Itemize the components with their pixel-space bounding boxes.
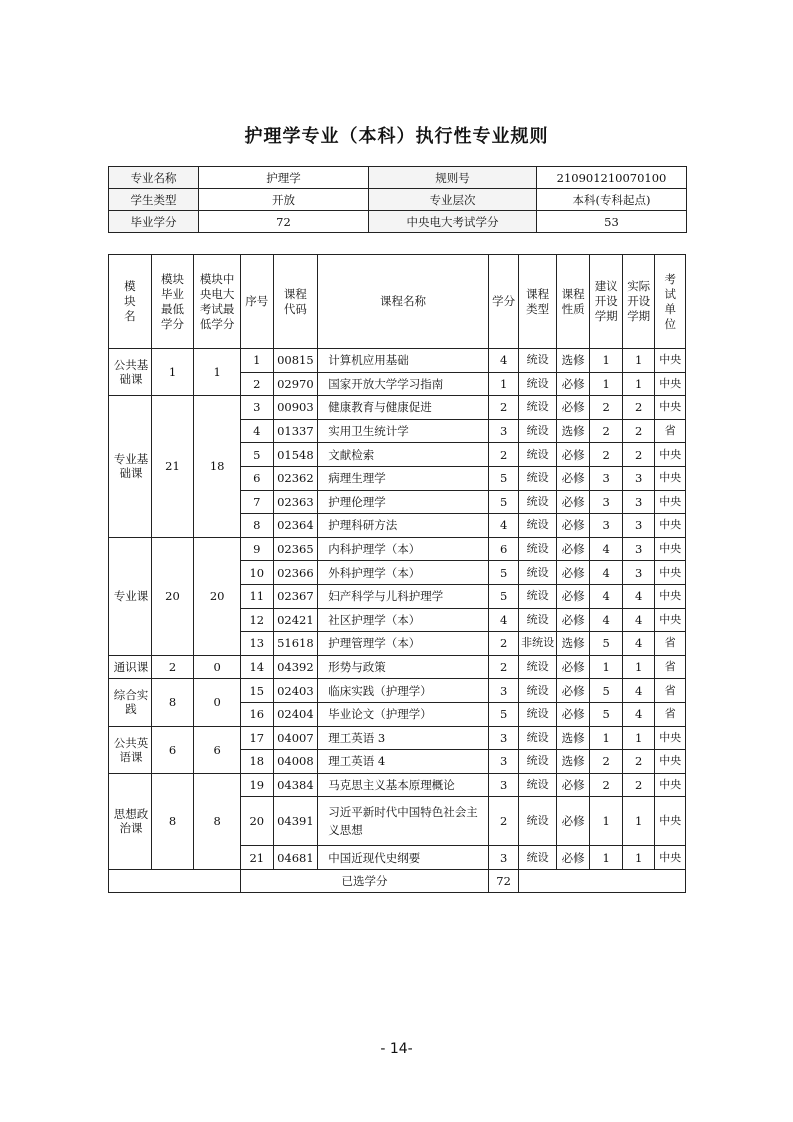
- total-row: [109, 869, 686, 893]
- course-credit: 5: [488, 490, 518, 514]
- course-actual-term: 2: [622, 773, 655, 797]
- course-exam-unit: 中央: [655, 396, 686, 420]
- course-type: 统设: [519, 846, 557, 870]
- header-nature: [556, 255, 590, 349]
- info-value: 210901210070100: [537, 167, 687, 189]
- course-name: 外科护理学（本）: [318, 561, 489, 585]
- course-type: 统设: [519, 349, 557, 373]
- course-name: 社区护理学（本）: [318, 608, 489, 632]
- header-code-text: 课程代码: [283, 286, 307, 316]
- course-seq: 7: [241, 490, 274, 514]
- course-seq: 1: [241, 349, 274, 373]
- module-name: [109, 537, 152, 655]
- header-module-central-min: [194, 255, 241, 349]
- total-label: 已选学分: [241, 869, 489, 893]
- module-name: [109, 396, 152, 538]
- course-suggest-term: 5: [590, 632, 623, 656]
- course-type: 统设: [519, 419, 557, 443]
- course-type: 统设: [519, 443, 557, 467]
- course-actual-term: 3: [622, 514, 655, 538]
- info-table: [108, 166, 687, 233]
- course-credit: 5: [488, 561, 518, 585]
- info-value: 开放: [199, 189, 369, 211]
- course-seq: 16: [241, 702, 274, 726]
- table-row: [109, 773, 686, 797]
- course-exam-unit: 中央: [655, 537, 686, 561]
- module-min-credit: 8: [151, 773, 194, 869]
- module-name: [109, 773, 152, 869]
- course-actual-term: 4: [622, 679, 655, 703]
- course-code: 04008: [273, 750, 318, 774]
- course-code: 01337: [273, 419, 318, 443]
- course-actual-term: 2: [622, 396, 655, 420]
- course-type: 统设: [519, 726, 557, 750]
- course-credit: 5: [488, 466, 518, 490]
- header-row: [109, 255, 686, 349]
- module-name-text: 思想政治课: [113, 807, 149, 836]
- table-row: [109, 726, 686, 750]
- course-name: 护理伦理学: [318, 490, 489, 514]
- course-code: 00903: [273, 396, 318, 420]
- course-nature: 必修: [556, 584, 590, 608]
- module-name: [109, 726, 152, 773]
- course-name: 实用卫生统计学: [318, 419, 489, 443]
- course-nature: 选修: [556, 419, 590, 443]
- course-code: 02363: [273, 490, 318, 514]
- course-nature: 必修: [556, 679, 590, 703]
- info-value: 护理学: [199, 167, 369, 189]
- course-type: 统设: [519, 514, 557, 538]
- course-type: 统设: [519, 372, 557, 396]
- module-name-text: 综合实践: [113, 688, 149, 717]
- course-code: 04384: [273, 773, 318, 797]
- course-nature: 必修: [556, 846, 590, 870]
- info-label: 专业层次: [369, 189, 537, 211]
- info-label: 中央电大考试学分: [369, 211, 537, 233]
- course-suggest-term: 5: [590, 679, 623, 703]
- course-nature: 必修: [556, 655, 590, 679]
- course-type: 统设: [519, 537, 557, 561]
- course-name: 中国近现代史纲要: [318, 846, 489, 870]
- course-nature: 必修: [556, 537, 590, 561]
- course-suggest-term: 2: [590, 773, 623, 797]
- info-label: 专业名称: [109, 167, 199, 189]
- course-suggest-term: 4: [590, 608, 623, 632]
- course-seq: 11: [241, 584, 274, 608]
- course-type: 统设: [519, 797, 557, 846]
- course-seq: 21: [241, 846, 274, 870]
- course-credit: 1: [488, 372, 518, 396]
- course-code: 02421: [273, 608, 318, 632]
- course-credit: 3: [488, 773, 518, 797]
- course-code: 02366: [273, 561, 318, 585]
- course-seq: 9: [241, 537, 274, 561]
- header-type-text: 课程类型: [526, 286, 550, 316]
- course-seq: 14: [241, 655, 274, 679]
- info-label: 学生类型: [109, 189, 199, 211]
- course-credit: 2: [488, 797, 518, 846]
- course-suggest-term: 1: [590, 349, 623, 373]
- course-suggest-term: 1: [590, 655, 623, 679]
- module-name-text: 公共基础课: [113, 358, 149, 387]
- course-seq: 12: [241, 608, 274, 632]
- info-label: 规则号: [369, 167, 537, 189]
- info-value: 53: [537, 211, 687, 233]
- course-type: 统设: [519, 702, 557, 726]
- header-module-min: [151, 255, 194, 349]
- header-module-min-text: 模块毕业最低学分: [160, 271, 184, 331]
- course-actual-term: 1: [622, 846, 655, 870]
- course-actual-term: 1: [622, 655, 655, 679]
- course-code: 04392: [273, 655, 318, 679]
- course-credit: 6: [488, 537, 518, 561]
- course-type: 统设: [519, 750, 557, 774]
- module-min-credit: 21: [151, 396, 194, 538]
- course-code: 04681: [273, 846, 318, 870]
- header-exam-unit: [655, 255, 686, 349]
- course-name: 病理生理学: [318, 466, 489, 490]
- course-type: 统设: [519, 679, 557, 703]
- table-row: [109, 396, 686, 420]
- course-name: 形势与政策: [318, 655, 489, 679]
- course-exam-unit: 省: [655, 679, 686, 703]
- course-exam-unit: 中央: [655, 349, 686, 373]
- header-course: 课程名称: [318, 255, 489, 349]
- course-seq: 6: [241, 466, 274, 490]
- course-suggest-term: 3: [590, 466, 623, 490]
- module-central-min-credit: 0: [194, 679, 241, 726]
- course-exam-unit: 中央: [655, 443, 686, 467]
- total-credit: 72: [488, 869, 518, 893]
- course-credit: 3: [488, 726, 518, 750]
- course-nature: 选修: [556, 726, 590, 750]
- course-suggest-term: 1: [590, 846, 623, 870]
- course-seq: 17: [241, 726, 274, 750]
- header-module: [109, 255, 152, 349]
- module-central-min-credit: 6: [194, 726, 241, 773]
- course-name: 理工英语 3: [318, 726, 489, 750]
- module-name-text: 专业基础课: [113, 452, 149, 481]
- course-code: 04391: [273, 797, 318, 846]
- course-code: 02404: [273, 702, 318, 726]
- course-type: 统设: [519, 490, 557, 514]
- course-code: 02970: [273, 372, 318, 396]
- module-central-min-credit: 0: [194, 655, 241, 679]
- table-row: [109, 349, 686, 373]
- course-code: 02367: [273, 584, 318, 608]
- course-seq: 2: [241, 372, 274, 396]
- course-nature: 必修: [556, 490, 590, 514]
- course-exam-unit: 中央: [655, 750, 686, 774]
- module-name: [109, 679, 152, 726]
- module-min-credit: 2: [151, 655, 194, 679]
- course-exam-unit: 中央: [655, 514, 686, 538]
- course-suggest-term: 1: [590, 726, 623, 750]
- module-central-min-credit: 18: [194, 396, 241, 538]
- course-plan-table: [108, 254, 686, 893]
- course-actual-term: 2: [622, 443, 655, 467]
- course-name: 国家开放大学学习指南: [318, 372, 489, 396]
- course-name: 内科护理学（本）: [318, 537, 489, 561]
- course-suggest-term: 3: [590, 490, 623, 514]
- course-code: 02362: [273, 466, 318, 490]
- module-central-min-credit: 8: [194, 773, 241, 869]
- course-actual-term: 1: [622, 372, 655, 396]
- course-exam-unit: 省: [655, 702, 686, 726]
- total-blank: [109, 869, 241, 893]
- course-credit: 5: [488, 702, 518, 726]
- course-code: 01548: [273, 443, 318, 467]
- header-module-text: 模块名: [124, 279, 136, 323]
- course-credit: 5: [488, 584, 518, 608]
- course-seq: 15: [241, 679, 274, 703]
- page-title: 护理学专业（本科）执行性专业规则: [244, 126, 549, 147]
- course-exam-unit: 中央: [655, 608, 686, 632]
- course-suggest-term: 3: [590, 514, 623, 538]
- course-type: 统设: [519, 773, 557, 797]
- course-credit: 2: [488, 632, 518, 656]
- course-seq: 3: [241, 396, 274, 420]
- header-actual-text: 实际开设学期: [627, 279, 651, 323]
- course-nature: 必修: [556, 797, 590, 846]
- module-central-min-credit: 1: [194, 349, 241, 396]
- course-name: 理工英语 4: [318, 750, 489, 774]
- course-actual-term: 3: [622, 537, 655, 561]
- course-nature: 选修: [556, 750, 590, 774]
- course-seq: 19: [241, 773, 274, 797]
- course-name: 习近平新时代中国特色社会主义思想: [318, 797, 489, 846]
- course-credit: 3: [488, 419, 518, 443]
- course-name: 妇产科学与儿科护理学: [318, 584, 489, 608]
- module-name-text: 通识课: [113, 660, 149, 675]
- header-seq: 序号: [241, 255, 274, 349]
- course-exam-unit: 中央: [655, 561, 686, 585]
- module-min-credit: 20: [151, 537, 194, 655]
- course-credit: 4: [488, 349, 518, 373]
- course-suggest-term: 2: [590, 396, 623, 420]
- course-exam-unit: 省: [655, 655, 686, 679]
- table-row: [109, 655, 686, 679]
- course-seq: 10: [241, 561, 274, 585]
- course-credit: 4: [488, 514, 518, 538]
- course-exam-unit: 中央: [655, 846, 686, 870]
- header-suggest: [590, 255, 623, 349]
- table-row: [109, 537, 686, 561]
- course-type: 统设: [519, 584, 557, 608]
- course-code: 51618: [273, 632, 318, 656]
- course-suggest-term: 2: [590, 750, 623, 774]
- course-suggest-term: 1: [590, 372, 623, 396]
- course-actual-term: 4: [622, 608, 655, 632]
- course-suggest-term: 4: [590, 584, 623, 608]
- page-number: - 14-: [380, 1041, 413, 1057]
- course-suggest-term: 2: [590, 419, 623, 443]
- course-seq: 18: [241, 750, 274, 774]
- course-name: 文献检索: [318, 443, 489, 467]
- module-central-min-credit: 20: [194, 537, 241, 655]
- course-type: 统设: [519, 466, 557, 490]
- course-credit: 3: [488, 846, 518, 870]
- course-credit: 2: [488, 655, 518, 679]
- course-exam-unit: 中央: [655, 773, 686, 797]
- course-credit: 4: [488, 608, 518, 632]
- course-suggest-term: 4: [590, 561, 623, 585]
- course-name: 健康教育与健康促进: [318, 396, 489, 420]
- course-actual-term: 4: [622, 702, 655, 726]
- module-name: [109, 655, 152, 679]
- course-name: 护理科研方法: [318, 514, 489, 538]
- course-exam-unit: 省: [655, 632, 686, 656]
- total-blank-right: [519, 869, 686, 893]
- course-nature: 必修: [556, 773, 590, 797]
- course-nature: 必修: [556, 396, 590, 420]
- course-type: 统设: [519, 396, 557, 420]
- header-actual: [622, 255, 655, 349]
- header-suggest-text: 建议开设学期: [594, 279, 618, 323]
- course-actual-term: 3: [622, 561, 655, 585]
- header-credit: 学分: [488, 255, 518, 349]
- course-type: 统设: [519, 655, 557, 679]
- header-code: [273, 255, 318, 349]
- course-nature: 必修: [556, 561, 590, 585]
- course-nature: 必修: [556, 466, 590, 490]
- course-seq: 5: [241, 443, 274, 467]
- module-name: [109, 349, 152, 396]
- course-actual-term: 1: [622, 349, 655, 373]
- info-value: 72: [199, 211, 369, 233]
- info-value: 本科(专科起点): [537, 189, 687, 211]
- course-actual-term: 2: [622, 750, 655, 774]
- info-label: 毕业学分: [109, 211, 199, 233]
- header-module-central-min-text: 模块中央电大考试最低学分: [199, 271, 235, 331]
- course-nature: 选修: [556, 349, 590, 373]
- course-code: 02403: [273, 679, 318, 703]
- module-name-text: 公共英语课: [113, 735, 149, 764]
- course-suggest-term: 4: [590, 537, 623, 561]
- module-min-credit: 6: [151, 726, 194, 773]
- header-exam-unit-text: 考试单位: [664, 271, 676, 331]
- course-nature: 选修: [556, 632, 590, 656]
- course-suggest-term: 2: [590, 443, 623, 467]
- course-exam-unit: 中央: [655, 490, 686, 514]
- course-seq: 8: [241, 514, 274, 538]
- course-type: 非统设: [519, 632, 557, 656]
- course-exam-unit: 中央: [655, 584, 686, 608]
- course-exam-unit: 中央: [655, 797, 686, 846]
- course-exam-unit: 中央: [655, 372, 686, 396]
- course-actual-term: 1: [622, 797, 655, 846]
- module-min-credit: 1: [151, 349, 194, 396]
- course-suggest-term: 5: [590, 702, 623, 726]
- course-type: 统设: [519, 561, 557, 585]
- course-name: 临床实践（护理学）: [318, 679, 489, 703]
- course-actual-term: 4: [622, 584, 655, 608]
- course-actual-term: 2: [622, 419, 655, 443]
- course-actual-term: 3: [622, 466, 655, 490]
- course-credit: 2: [488, 396, 518, 420]
- course-nature: 必修: [556, 608, 590, 632]
- table-row: [109, 679, 686, 703]
- header-nature-text: 课程性质: [561, 286, 585, 316]
- course-name: 护理管理学（本）: [318, 632, 489, 656]
- course-seq: 20: [241, 797, 274, 846]
- course-code: 02364: [273, 514, 318, 538]
- course-name: 毕业论文（护理学）: [318, 702, 489, 726]
- course-exam-unit: 省: [655, 419, 686, 443]
- course-nature: 必修: [556, 443, 590, 467]
- course-code: 02365: [273, 537, 318, 561]
- course-actual-term: 4: [622, 632, 655, 656]
- course-credit: 3: [488, 750, 518, 774]
- course-code: 00815: [273, 349, 318, 373]
- course-suggest-term: 1: [590, 797, 623, 846]
- course-nature: 必修: [556, 372, 590, 396]
- course-name: 马克思主义基本原理概论: [318, 773, 489, 797]
- course-seq: 13: [241, 632, 274, 656]
- course-code: 04007: [273, 726, 318, 750]
- course-credit: 2: [488, 443, 518, 467]
- course-exam-unit: 中央: [655, 726, 686, 750]
- module-min-credit: 8: [151, 679, 194, 726]
- module-name-text: 专业课: [113, 589, 149, 604]
- course-nature: 必修: [556, 702, 590, 726]
- course-actual-term: 3: [622, 490, 655, 514]
- course-credit: 3: [488, 679, 518, 703]
- header-type: [519, 255, 557, 349]
- course-seq: 4: [241, 419, 274, 443]
- course-exam-unit: 中央: [655, 466, 686, 490]
- course-actual-term: 1: [622, 726, 655, 750]
- course-type: 统设: [519, 608, 557, 632]
- course-nature: 必修: [556, 514, 590, 538]
- course-name: 计算机应用基础: [318, 349, 489, 373]
